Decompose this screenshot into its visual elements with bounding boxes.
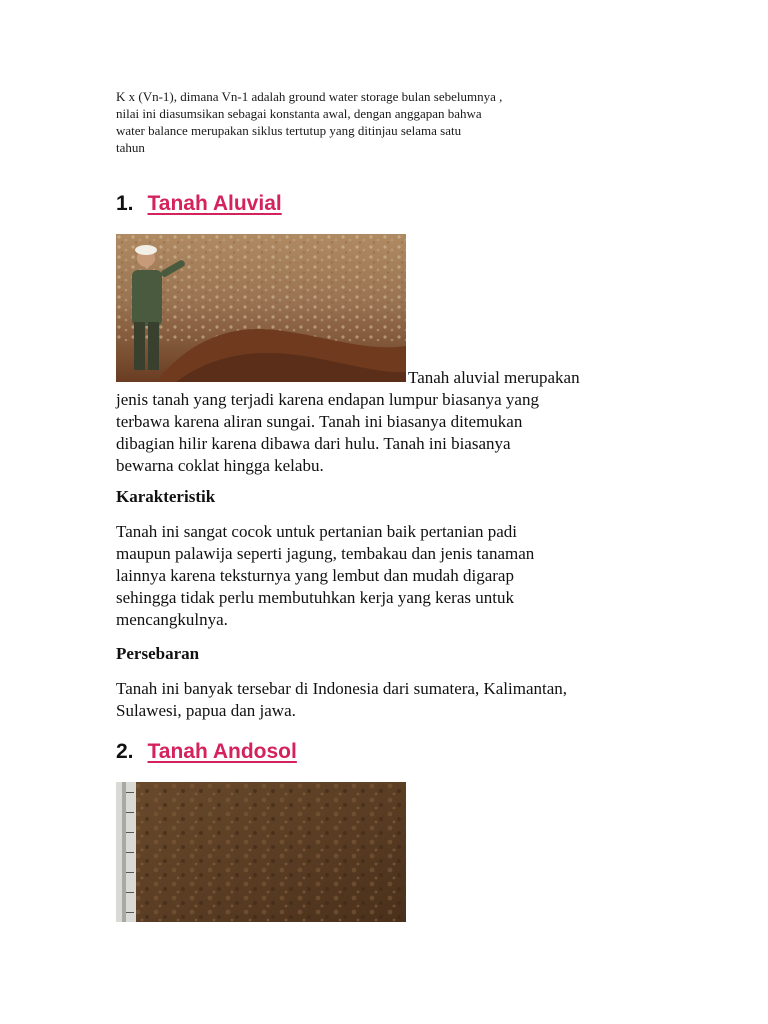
paragraph-line: sehingga tidak perlu membutuhkan kerja yang keras untuk xyxy=(116,588,514,607)
description-line: dibagian hilir karena dibawa dari hulu. Tanah ini biasanya xyxy=(116,434,511,453)
description-line: bewarna coklat hingga kelabu. xyxy=(116,456,324,475)
intro-line: nilai ini diasumsikan sebagai konstanta awal, dengan anggapan bahwa xyxy=(116,106,482,121)
paragraph-line: lainnya karena teksturnya yang lembut dan mudah digarap xyxy=(116,566,514,585)
aluvial-description xyxy=(116,367,656,477)
section-title-link[interactable]: Tanah Aluvial xyxy=(147,192,282,215)
description-line: terbawa karena aliran sungai. Tanah ini biasanya ditemukan xyxy=(116,412,523,431)
section-number: 2. xyxy=(116,740,134,763)
paragraph-line: maupun palawija seperti jagung, tembakau dan jenis tanaman xyxy=(116,544,535,563)
alluvial-soil-photo xyxy=(116,234,406,382)
karakteristik-paragraph xyxy=(116,521,656,631)
intro-line: water balance merupakan siklus tertutup yang ditinjau selama satu xyxy=(116,123,462,138)
persebaran-paragraph xyxy=(116,678,656,722)
description-line: Tanah aluvial merupakan xyxy=(408,368,580,387)
persebaran-heading: Persebaran xyxy=(116,644,200,663)
intro-line: tahun xyxy=(116,140,145,155)
section-title-link[interactable]: Tanah Andosol xyxy=(147,740,297,763)
intro-paragraph xyxy=(116,88,586,156)
description-line: jenis tanah yang terjadi karena endapan lumpur biasanya yang xyxy=(116,390,539,409)
intro-line: K x (Vn-1), dimana Vn-1 adalah ground water storage bulan sebelumnya , xyxy=(116,89,503,104)
section-number: 1. xyxy=(116,192,134,215)
section-heading-aluvial xyxy=(116,192,282,216)
paragraph-line: Tanah ini sangat cocok untuk pertanian baik pertanian padi xyxy=(116,522,518,541)
paragraph-line: Tanah ini banyak tersebar di Indonesia dari sumatera, Kalimantan, xyxy=(116,679,568,698)
paragraph-line: Sulawesi, papua dan jawa. xyxy=(116,701,296,720)
paragraph-line: mencangkulnya. xyxy=(116,610,228,629)
section-heading-andosol xyxy=(116,740,297,764)
karakteristik-heading: Karakteristik xyxy=(116,487,216,506)
andosol-soil-photo xyxy=(116,782,406,922)
